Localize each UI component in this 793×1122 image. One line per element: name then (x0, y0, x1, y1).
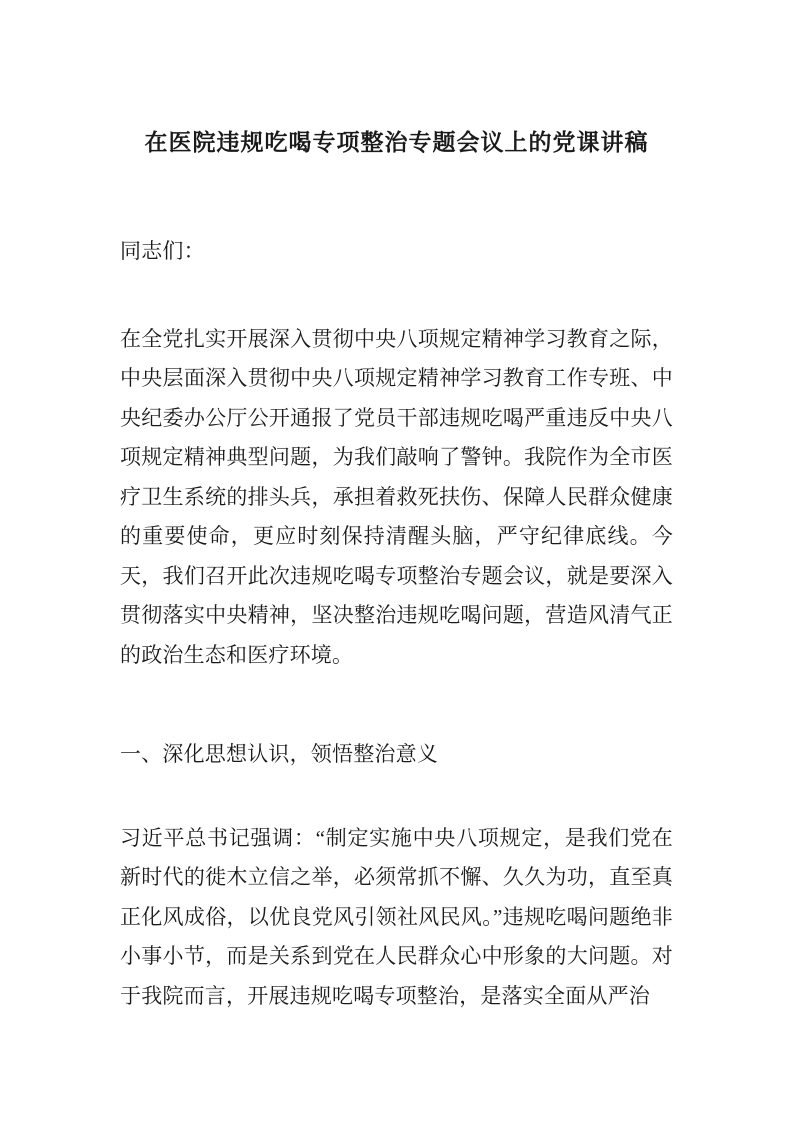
document-title: 在医院违规吃喝专项整治专题会议上的党课讲稿 (144, 130, 649, 155)
document-content (120, 123, 673, 1016)
section-1-paragraph: 习近平总书记强调：“制定实施中央八项规定，是我们党在新时代的徙木立信之举，必须常抓不懈、久久为功，直至真正化风成俗，以优良党风引领社风民风。”违规吃喝问题绝非小事小节，而是关系到党在人民群众心中形象的大问题。对于我院而言，开展违规吃喝专项整治，是落实全面从严治 (120, 825, 673, 1008)
salutation-line: 同志们： (120, 239, 205, 263)
section-1-heading: 一、深化思想认识，领悟整治意义 (120, 742, 438, 766)
intro-paragraph: 在全党扎实开展深入贯彻中央八项规定精神学习教育之际，中央层面深入贯彻中央八项规定精神学习教育工作专班、中央纪委办公厅公开通报了党员干部违规吃喝严重违反中央八项规定精神典型问题，为我们敲响了警钟。我院作为全市医疗卫生系统的排头兵，承担着救死扶伤、保障人民群众健康的重要使命，更应时刻保持清醒头脑，严守纪律底线。今天，我们召开此次违规吃喝专项整治专题会议，就是要深入贯彻落实中央精神，坚决整治违规吃喝问题，营造风清气正的政治生态和医疗环境。 (120, 326, 673, 667)
